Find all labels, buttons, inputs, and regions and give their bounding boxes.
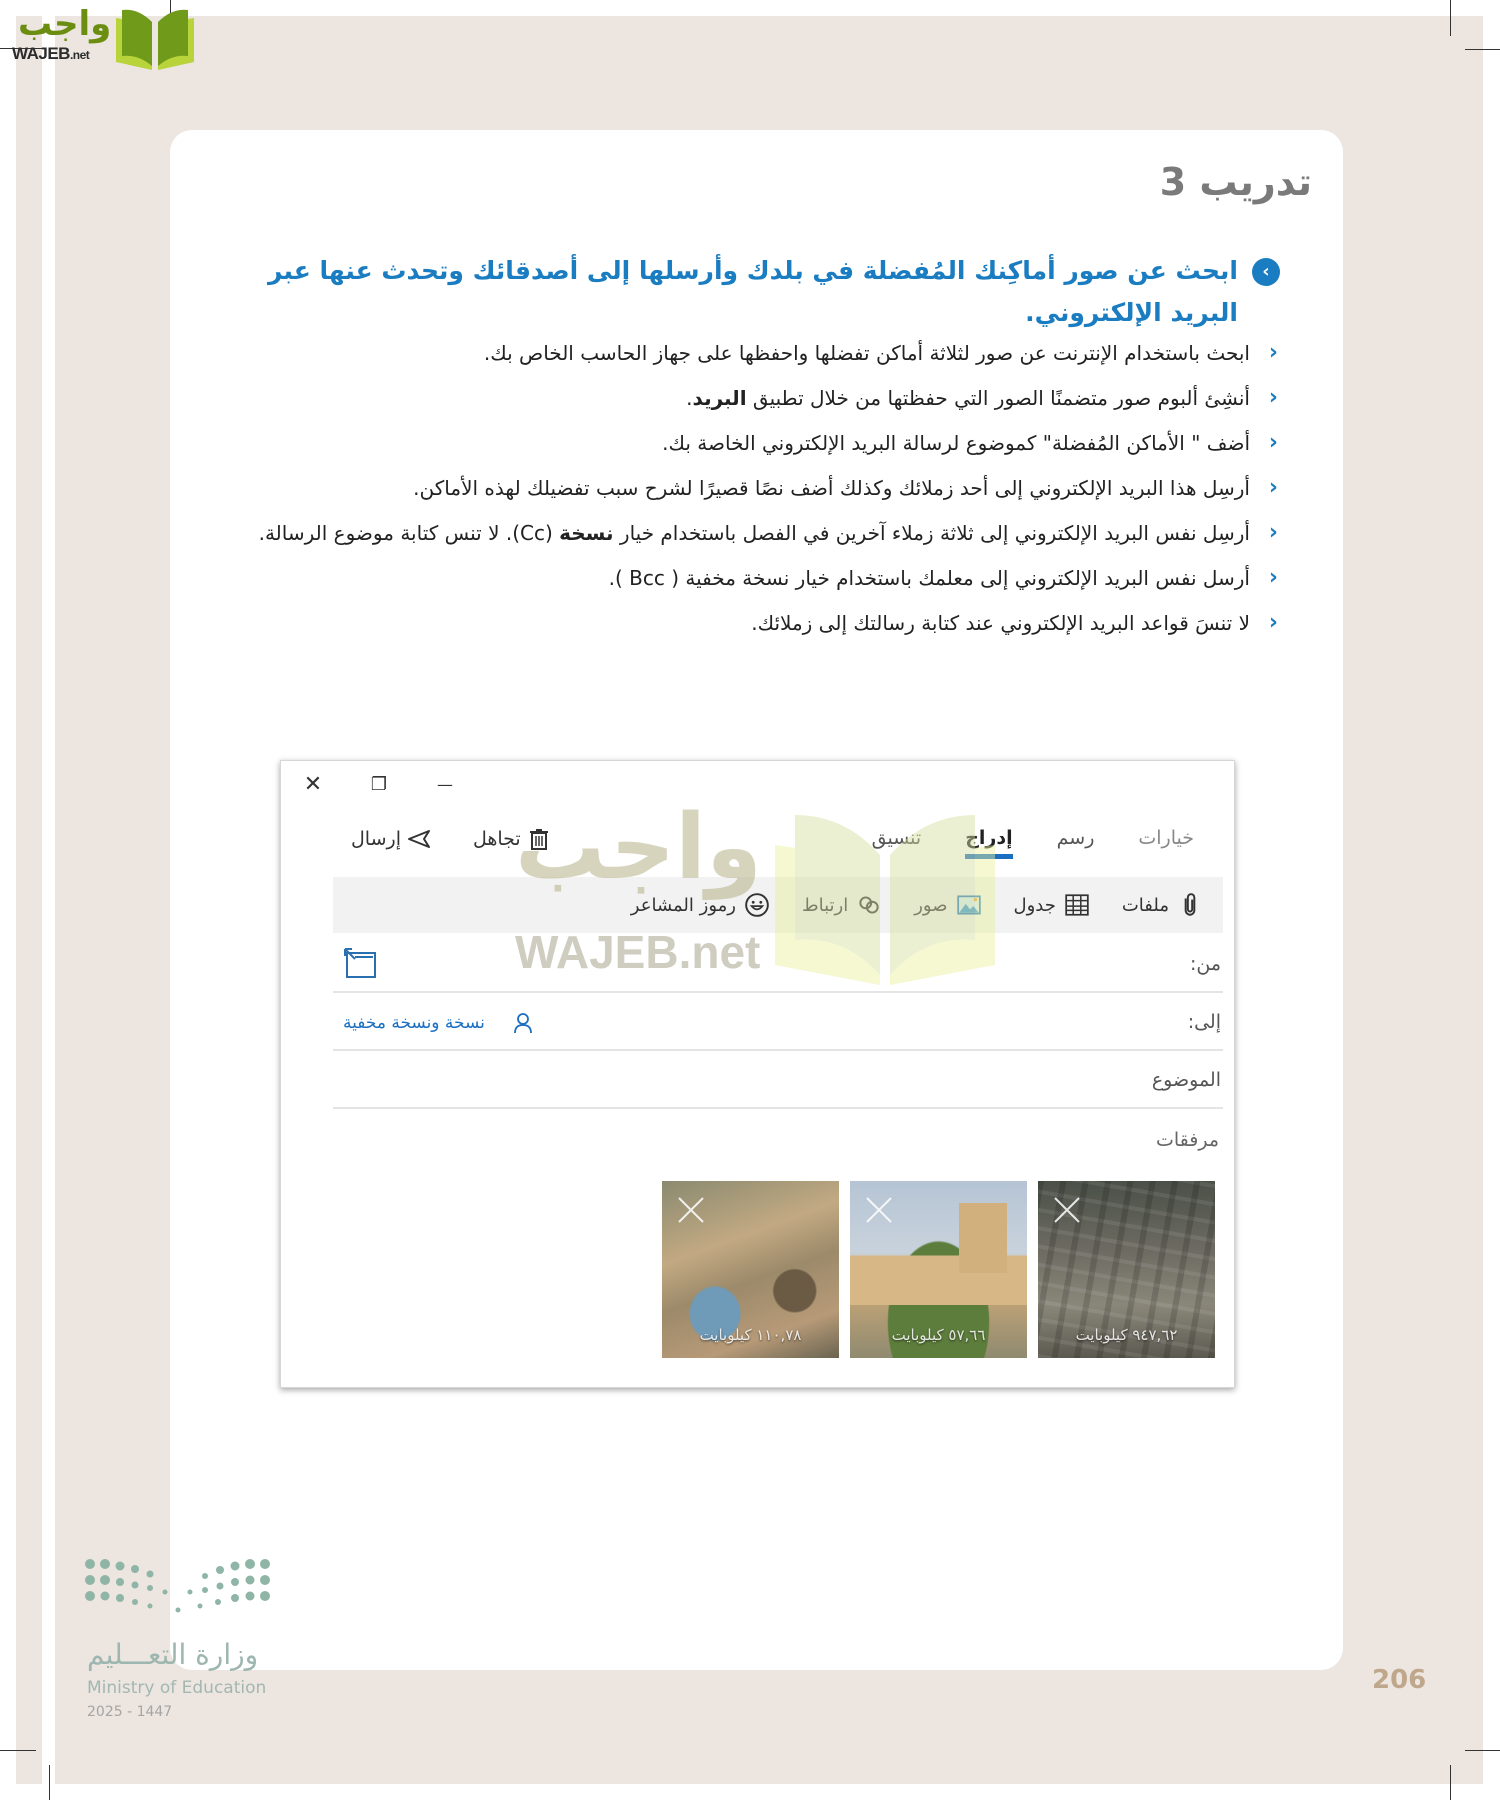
wajeb-logo-english: WAJEB.net <box>12 44 90 63</box>
paperclip-icon <box>1177 892 1203 918</box>
step-item: ‹ لا تنسَ قواعد البريد الإلكتروني عند كتابة رسالتك إلى زملائك. <box>238 606 1278 640</box>
send-label: إرسال <box>351 828 401 850</box>
wajeb-watermark: واجب WAJEB.net <box>515 795 762 978</box>
ministry-of-education-logo <box>85 1558 285 1728</box>
minimize-button[interactable]: — <box>437 775 453 794</box>
chevron-icon: ‹ <box>1268 385 1278 410</box>
page-margin-strip <box>16 16 42 1784</box>
to-field[interactable] <box>333 995 1223 1051</box>
picture-icon <box>956 892 982 918</box>
attachment-thumbnail[interactable] <box>850 1181 1027 1358</box>
subject-field[interactable] <box>333 1053 1223 1109</box>
attachment-thumbnail[interactable] <box>1038 1181 1215 1358</box>
attachment-thumbnail[interactable] <box>662 1181 839 1358</box>
attachment-size: ١١٠,٧٨ كيلوبايت <box>699 1326 802 1344</box>
from-label: من: <box>1189 953 1221 975</box>
ministry-name-english: Ministry of Education <box>87 1678 267 1698</box>
attachment-size: ٩٤٧,٦٢ كيلوبايت <box>1075 1326 1178 1344</box>
trash-icon <box>527 827 551 851</box>
step-item: ‹ ابحث باستخدام الإنترنت عن صور لثلاثة أماكن تفضلها واحفظها على جهاز الحاسب الخاص بك. <box>238 336 1278 370</box>
insert-pictures-button[interactable]: صور <box>914 892 981 918</box>
insert-table-button[interactable]: جدول <box>1014 892 1090 918</box>
attachment-size: ٥٧,٦٦ كيلوبايت <box>891 1326 986 1344</box>
chevron-icon: ‹ <box>1268 430 1278 455</box>
restore-button[interactable]: ❐ <box>370 774 388 795</box>
step-item: ‹ أضف " الأماكن المُفضلة" كموضوع لرسالة البريد الإلكتروني الخاصة بك. <box>238 426 1278 460</box>
wajeb-logo[interactable] <box>8 4 193 70</box>
page-number: 206 <box>1372 1665 1427 1695</box>
chevron-icon: ‹ <box>1268 475 1278 500</box>
ministry-dots-icon <box>85 1558 270 1618</box>
tab-format[interactable]: تنسيق <box>871 827 922 849</box>
exercise-heading: ابحث عن صور أماكِنك المُفضلة في بلدك وأرسلها إلى أصدقائك وتحدث عنها عبر البريد الإلكتروني. <box>268 256 1238 327</box>
crop-mark <box>1450 1765 1451 1800</box>
attachments-label: مرفقات <box>1155 1129 1219 1151</box>
academic-year: 2025 - 1447 <box>87 1704 173 1720</box>
step-item: ‹ أرسِل نفس البريد الإلكتروني إلى ثلاثة زملاء آخرين في الفصل باستخدام خيار نسخة (Cc). لا تنس كتابة موضوع الرسالة. <box>238 516 1278 550</box>
from-field[interactable] <box>333 937 1223 993</box>
table-icon <box>1064 892 1090 918</box>
crop-mark <box>1465 49 1500 50</box>
tab-draw[interactable]: رسم <box>1056 827 1095 849</box>
wajeb-logo-arabic: واجب <box>18 4 112 44</box>
link-icon <box>856 892 882 918</box>
crop-mark <box>49 1765 50 1800</box>
chevron-icon: ‹ <box>1268 340 1278 365</box>
remove-attachment-icon[interactable] <box>676 1195 706 1225</box>
cc-bcc-link[interactable]: نسخة ونسخة مخفية <box>343 1011 535 1035</box>
emoji-icon <box>744 892 770 918</box>
exercise-title: تدريب 3 <box>1159 160 1312 204</box>
ministry-name-arabic: وزارة التعـــليم <box>87 1638 259 1671</box>
discard-button[interactable] <box>473 827 551 851</box>
compose-actions <box>351 827 551 851</box>
crop-mark <box>0 1750 36 1751</box>
send-button[interactable] <box>351 827 431 851</box>
tab-options[interactable]: خيارات <box>1138 827 1194 849</box>
subject-label: الموضوع <box>1151 1069 1221 1091</box>
chevron-icon: ‹ <box>1268 520 1278 545</box>
mail-compose-window <box>280 760 1235 1388</box>
close-button[interactable]: ✕ <box>303 772 323 797</box>
remove-attachment-icon[interactable] <box>864 1195 894 1225</box>
step-item: ‹ أنشِئ ألبوم صور متضمنًا الصور التي حفظتها من خلال تطبيق البريد. <box>238 381 1278 415</box>
exercise-steps <box>238 336 1278 651</box>
to-label: إلى: <box>1187 1011 1221 1033</box>
discard-label: تجاهل <box>472 828 521 850</box>
send-icon <box>407 827 431 851</box>
person-icon <box>511 1011 535 1035</box>
step-item: ‹ أرسِل هذا البريد الإلكتروني إلى أحد زملائك وكذلك أضف نصًا قصيرًا لشرح سبب تفضيلك لهذه الأماكن. <box>238 471 1278 505</box>
tab-insert[interactable]: إدراج <box>965 827 1012 859</box>
insert-toolbar <box>333 877 1223 933</box>
step-item: ‹ أرسل نفس البريد الإلكتروني إلى معلمك باستخدام خيار نسخة مخفية ( Bcc ). <box>238 561 1278 595</box>
crop-mark <box>1450 0 1451 36</box>
open-book-icon <box>114 8 196 70</box>
ribbon-tabs <box>872 827 1194 859</box>
account-switch-icon[interactable] <box>343 947 379 981</box>
remove-attachment-icon[interactable] <box>1052 1195 1082 1225</box>
insert-files-button[interactable]: ملفات <box>1122 892 1203 918</box>
insert-link-button[interactable]: ارتباط <box>802 892 882 918</box>
insert-emoji-button[interactable]: رموز المشاعر <box>631 892 770 918</box>
chevron-circle-icon: ‹ <box>1252 258 1280 286</box>
chevron-icon: ‹ <box>1268 610 1278 635</box>
chevron-icon: ‹ <box>1268 565 1278 590</box>
window-controls <box>301 773 457 797</box>
crop-mark <box>1465 1750 1500 1751</box>
